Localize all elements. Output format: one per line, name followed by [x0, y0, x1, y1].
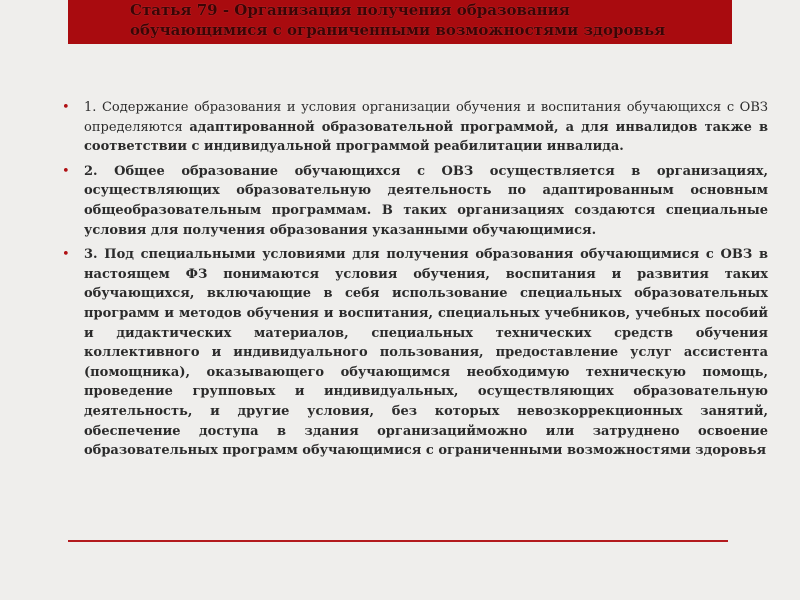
bullet-icon: •: [62, 247, 70, 263]
point-1-bold: адаптированной образовательной программой, а для инвалидов также в соответствии с индивидуальной программой реабилитации инвалида.: [84, 119, 768, 155]
bullet-icon: •: [62, 100, 70, 115]
point-2-text: 2. Общее образование обучающихся с ОВЗ осуществляется в организациях, осуществляющих образовательную деятельность по адаптированным основным общеобразовательным программам. В таких организациях создаются специальные условия для получения образования указанными обучающимися.: [84, 163, 768, 238]
slide-title: [130, 0, 730, 40]
point-1-text: 1. Содержание образования и условия организации обучения и воспитания обучающихся с ОВЗ определяются: [84, 100, 768, 135]
slide-title-line-2: обучающимися с ограниченными возможностями здоровья: [130, 21, 666, 39]
bullet-icon: •: [62, 163, 70, 179]
slide-title-line-1: Статья 79 - Организация получения образования: [130, 1, 570, 19]
bottom-divider: [68, 540, 728, 542]
content-list: [62, 98, 768, 466]
list-item-3: [62, 245, 768, 461]
point-3-text: 3. Под специальными условиями для получения образования обучающимися с ОВЗ в настоящем ФЗ понимаются условия обучения, воспитания и развития таких обучающихся, включающие в себя использование специальных образовательных программ и методов обучения и воспитания, специальных учебников, учебных пособий и дидактических материалов, специальных технических средств обучения коллективного и индивидуального пользования, предоставление услуг ассистента (помощника), оказывающего обучающимся необходимую техническую помощь, проведение групповых и индивидуальных, осуществляющих образовательную деятельность, и другие условия, без которых невозкоррекционных занятий, обеспечение доступа в здания организацийможно или затруднено освоение образовательных программ обучающимися с ограниченными возможностями здоровья: [84, 247, 768, 459]
list-item-2: [62, 162, 768, 240]
list-item-1: [62, 98, 768, 157]
